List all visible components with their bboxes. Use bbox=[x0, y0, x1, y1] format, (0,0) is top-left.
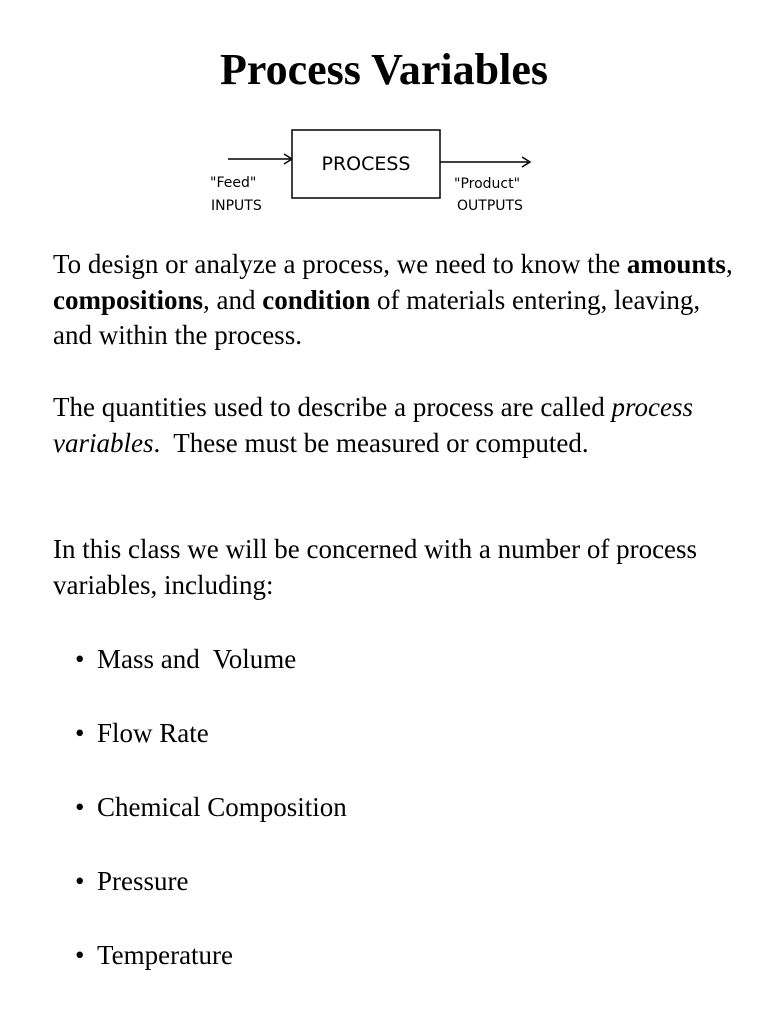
process-box-label: PROCESS bbox=[321, 153, 411, 175]
intro-paragraph bbox=[53, 247, 743, 354]
intro-text-2: , bbox=[725, 249, 733, 279]
definition-text-1: The quantities used to describe a process are called bbox=[53, 392, 612, 422]
term-compositions: compositions bbox=[53, 284, 204, 315]
page-title: Process Variables bbox=[220, 45, 548, 94]
list-item bbox=[75, 715, 347, 789]
output-label: OUTPUTS bbox=[457, 198, 523, 214]
bullet-icon: • bbox=[75, 644, 85, 674]
bullet-icon: • bbox=[75, 866, 85, 896]
bullet-icon: • bbox=[75, 792, 85, 822]
list-item bbox=[75, 641, 347, 715]
term-process-variables: process variables bbox=[53, 392, 694, 458]
definition-text-2: . These must be measured or computed. bbox=[153, 427, 589, 458]
list-item bbox=[75, 937, 347, 1011]
list-intro-paragraph: In this class we will be concerned with a number of process variables, including: bbox=[53, 534, 698, 600]
output-quote-label: "Product" bbox=[454, 176, 521, 192]
list-item bbox=[75, 863, 347, 937]
process-diagram-svg bbox=[200, 124, 560, 224]
bullet-icon: • bbox=[75, 718, 85, 748]
list-item-text: Temperature bbox=[97, 940, 234, 970]
process-variables-list bbox=[75, 641, 347, 1011]
intro-text-1: To design or analyze a process, we need to know the bbox=[53, 249, 627, 279]
input-quote-label: "Feed" bbox=[210, 175, 257, 191]
list-item-text: Pressure bbox=[97, 866, 189, 896]
term-condition: condition bbox=[262, 284, 371, 315]
list-item-text: Chemical Composition bbox=[97, 792, 347, 822]
intro-text-4: of materials entering, leaving, and within the process. bbox=[53, 284, 701, 350]
bullet-icon: • bbox=[75, 940, 85, 970]
list-item bbox=[75, 789, 347, 863]
term-amounts: amounts bbox=[626, 249, 726, 279]
input-label: INPUTS bbox=[211, 198, 262, 214]
process-diagram bbox=[200, 124, 560, 224]
list-item-text: Mass and Volume bbox=[97, 644, 297, 674]
list-item-text: Flow Rate bbox=[97, 718, 209, 748]
intro-text-3: , and bbox=[203, 284, 263, 315]
definition-paragraph bbox=[53, 390, 743, 461]
